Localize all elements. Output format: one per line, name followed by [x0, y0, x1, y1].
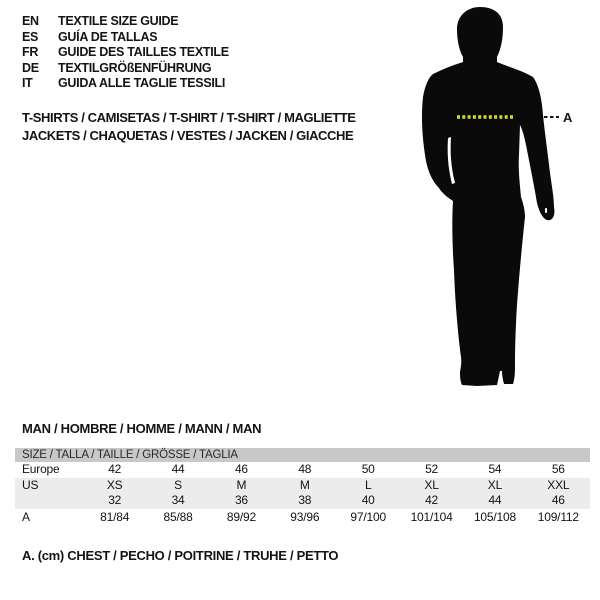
table-cell: 44 — [488, 493, 502, 508]
language-code: FR — [22, 45, 39, 59]
table-cell: 34 — [171, 493, 185, 508]
table-cell: 36 — [234, 493, 248, 508]
table-cell: 52 — [425, 462, 439, 476]
row-label: US — [22, 477, 39, 492]
language-row-it — [22, 76, 229, 92]
language-label: GUIDA ALLE TAGLIE TESSILI — [58, 76, 226, 90]
table-cell: 81/84 — [100, 510, 130, 525]
table-cell: 50 — [361, 462, 375, 476]
table-cell: 97/100 — [350, 510, 386, 525]
table-cell: 40 — [361, 493, 375, 508]
table-cell: M — [299, 477, 310, 492]
language-label: TEXTILE SIZE GUIDE — [58, 14, 179, 28]
language-row-es — [22, 30, 229, 46]
size-table — [15, 448, 590, 527]
language-label: GUÍA DE TALLAS — [58, 29, 158, 44]
row-label — [15, 493, 83, 509]
table-cell: 42 — [425, 493, 439, 508]
size-table-header: SIZE / TALLA / TAILLE / GRÖSSE / TAGLIA — [15, 448, 590, 462]
table-cell: 44 — [171, 462, 185, 476]
language-code: ES — [22, 29, 39, 44]
section-title-man: MAN / HOMBRE / HOMME / MANN / MAN — [22, 421, 262, 436]
table-cell: 42 — [108, 462, 122, 476]
language-label: GUIDE DES TAILLES TEXTILE — [58, 45, 229, 59]
table-cell: XL — [487, 477, 503, 492]
category-tshirts: T-SHIRTS / CAMISETAS / T-SHIRT / T-SHIRT / MAGLIETTE — [22, 110, 356, 125]
language-list — [22, 14, 229, 92]
table-cell: XXL — [547, 477, 570, 492]
table-cell: 101/104 — [410, 510, 453, 525]
measure-label-a: A — [563, 110, 573, 125]
language-row-de — [22, 61, 229, 77]
table-cell: 46 — [234, 462, 248, 476]
table-cell: 89/92 — [226, 510, 256, 525]
table-cell: XL — [424, 477, 439, 492]
table-cell: L — [364, 477, 372, 492]
table-cell: 48 — [298, 462, 312, 476]
table-cell: 32 — [108, 493, 122, 508]
fist-highlight — [545, 208, 547, 213]
table-row-europe — [15, 462, 590, 478]
table-cell: XS — [106, 477, 123, 492]
table-cell: S — [174, 477, 182, 492]
figure-area — [415, 5, 585, 395]
man-silhouette — [415, 5, 585, 395]
language-row-en — [22, 14, 229, 30]
man-body-shape — [422, 7, 554, 386]
measure-footnote: A. (cm) CHEST / PECHO / POITRINE / TRUHE / PETTO — [22, 548, 339, 563]
category-list — [22, 109, 356, 144]
table-cell: 56 — [551, 462, 565, 476]
table-cell: 109/112 — [537, 510, 579, 525]
category-jackets: JACKETS / CHAQUETAS / VESTES / JACKEN / GIACCHE — [22, 127, 354, 143]
table-row-us — [15, 478, 590, 494]
table-cell: 46 — [551, 493, 565, 508]
table-row-chest-a — [15, 509, 590, 527]
table-cell: 54 — [488, 462, 502, 476]
row-label: A — [22, 510, 30, 525]
table-cell: M — [236, 477, 247, 492]
language-code: IT — [22, 76, 33, 90]
language-code: EN — [22, 14, 39, 28]
language-row-fr — [22, 45, 229, 61]
table-cell: 93/96 — [290, 510, 320, 525]
language-label: TEXTILGRÖßENFÜHRUNG — [58, 60, 212, 75]
table-row-us-numeric — [15, 493, 590, 509]
table-cell: 85/88 — [163, 510, 193, 525]
language-code: DE — [22, 60, 39, 75]
table-cell: 38 — [298, 493, 312, 508]
table-cell: 105/108 — [473, 510, 516, 525]
row-label: Europe — [22, 462, 60, 476]
